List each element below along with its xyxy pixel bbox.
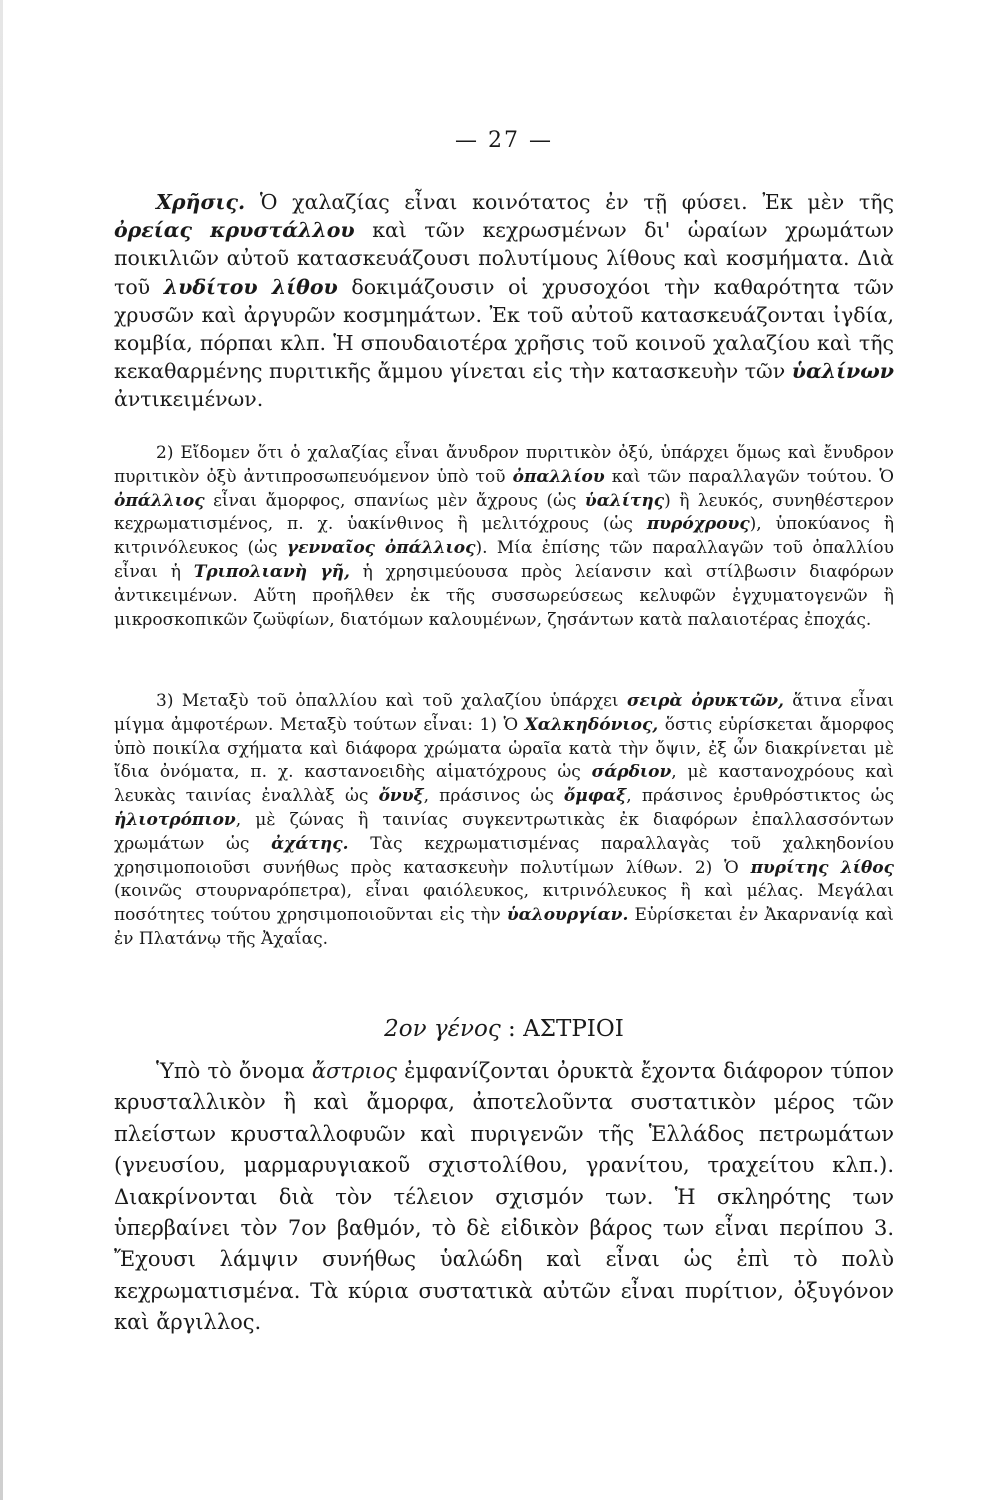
term: ὑαλίτης: [584, 490, 665, 511]
term: γενναῖος ὀπάλλιος: [286, 538, 476, 559]
term-asterios: ἄστριος: [311, 1059, 398, 1083]
term: ὀπάλλιος: [114, 490, 205, 511]
term: ὄμφαξ: [563, 786, 627, 807]
term: σάρδιον: [591, 762, 672, 783]
term: σειρὰ ὀρυκτῶν,: [627, 691, 784, 711]
term-rock-crystal: ὀρείας κρυστάλλου: [114, 218, 355, 243]
term-glass: ὑαλίνων: [791, 359, 894, 384]
term: ὀπαλλίου: [512, 466, 605, 487]
paragraph-opal: 2) Εἴδομεν ὅτι ὁ χαλαζίας εἶναι ἄνυδρον πυριτικὸν ὀξύ, ὑπάρχει ὅμως καὶ ἔνυδρον πυριτικὸν ὀξὺ ἀντιπροσωπευόμενον ὑπὸ τοῦ ὀπαλλίου καὶ τῶν παραλλαγῶν τούτου. Ὁ ὀπάλλιος εἶναι ἄμορφος, σπανίως μὲν ἄχρους (ὡς ὑαλίτης) ἢ λευκός, συνηθέστερον κεχρωματισμένος, π. χ. ὑακίνθινος ἢ μελιτόχρους (ὡς πυρόχρους), ὑποκύανος ἢ κιτρινόλευκος (ὡς γενναῖος ὀπάλλιος). Μία ἐπίσης τῶν παραλλαγῶν τοῦ ὀπαλλίου εἶναι ἡ Τριπολιανὴ γῆ, ἡ χρησιμεύουσα πρὸς λείανσιν καὶ στίλβωσιν διαφόρων ἀντικειμένων. Αὕτη προῆλθεν ἐκ τῆς συσσωρεύσεως κελυφῶν ἐγχυματογενῶν ἢ μικροσκοπικῶν ζωϋφίων, διατόμων καλουμένων, ζησάντων κατὰ παλαιοτέρας ἐποχάς.: [114, 443, 895, 630]
term-lydian-stone: λυδίτου λίθου: [163, 274, 338, 299]
heading-genus: 2ον γένος: [384, 1016, 501, 1042]
term: ὄνυξ: [378, 786, 424, 807]
term: ὑαλουργίαν.: [506, 905, 629, 926]
paragraph-asterioi: Ὑπὸ τὸ ὄνομα ἄστριος ἐμφανίζονται ὀρυκτὰ ἔχοντα διάφορον τύπον κρυσταλλικὸν ἢ καὶ ἄμορφα, ἀποτελοῦντα συστατικὸν μέρος τῶν πλείστων κρυσταλλοφυῶν καὶ πυριγενῶν τῆς Ἑλλάδος πετρωμάτων (γνευσίου, μαρμαρυγιακοῦ σχιστολίθου, γρανίτου, τραχείτου κλπ.). Διακρίνονται διὰ τὸν τέλειον σχισμόν των. Ἡ σκληρότης των ὑπερβαίνει τὸν 7ον βαθμόν, τὸ δὲ εἰδικὸν βάρος των εἶναι περίπου 3. Ἔχουσι λάμψιν συνήθως ὑαλώδη καὶ εἶναι ὡς ἐπὶ τὸ πολὺ κεχρωματισμένα. Τὰ κύρια συστατικὰ αὐτῶν εἶναι πυρίτιον, ὀξυγόνον καὶ ἄργιλλος.: [114, 1059, 894, 1335]
paragraph-usage: Χρῆσις. Ὁ χαλαζίας εἶναι κοινότατος ἐν τῇ φύσει. Ἐκ μὲν τῆς ὀρείας κρυστάλλου καὶ τῶν κεχρωσμένων δι' ὡραίων χρωμάτων ποικιλιῶν αὐτοῦ κατασκευάζουσι πολυτίμους λίθους καὶ κοσμήματα. Διὰ τοῦ λυδίτου λίθου δοκιμάζουσιν οἱ χρυσοχόοι τὴν καθαρότητα τῶν χρυσῶν καὶ ἀργυρῶν κοσμημάτων. Ἐκ τοῦ αὐτοῦ κατασκευάζονται ἰγδία, κομβία, πόρπαι κλπ. Ἡ σπουδαιοτέρα χρῆσις τοῦ κοινοῦ χαλαζίου καὶ τῆς κεκαθαρμένης πυριτικῆς ἄμμου γίνεται εἰς τὴν κατασκευὴν τῶν ὑαλίνων ἀντικειμένων.: [114, 190, 894, 412]
term: Τριπολιανὴ γῆ,: [193, 561, 350, 582]
heading-name: ΑΣΤΡΙΟΙ: [523, 1016, 624, 1042]
term: Χαλκηδόνιος,: [524, 714, 659, 735]
page-number: — 27 —: [455, 128, 553, 153]
term: πυρίτης λίθος: [750, 857, 894, 878]
term: ἡλιοτρόπιον: [114, 809, 236, 830]
term: πυρόχρους: [646, 514, 750, 535]
section-head-usage: Χρῆσις.: [156, 190, 246, 214]
page-edge: [0, 0, 3, 1500]
paragraph-chalcedony: 3) Μεταξὺ τοῦ ὀπαλλίου καὶ τοῦ χαλαζίου ὑπάρχει σειρὰ ὀρυκτῶν, ἅτινα εἶναι μίγμα ἀμφοτέρων. Μεταξὺ τούτων εἶναι: 1) Ὁ Χαλκηδόνιος, ὅστις εὑρίσκεται ἄμορφος ὑπὸ ποικίλα σχήματα καὶ διάφορα χρώματα ὡραῖα κατὰ τὴν ὄψιν, ἐξ ὧν διακρίνεται μὲ ἴδια ὀνόματα, π. χ. καστανοειδὴς αἱματόχρους ὡς σάρδιον, μὲ καστανοχρόους καὶ λευκὰς ταινίας ἐναλλὰξ ὡς ὄνυξ, πράσινος ὡς ὄμφαξ, πράσινος ἐρυθρόστικτος ὡς ἡλιοτρόπιον, μὲ ζώνας ἢ ταινίας συγκεντρωτικὰς ἐκ διαφόρων ἐπαλλασσόντων χρωμάτων ὡς ἀχάτης. Τὰς κεχρωματισμένας παραλλαγὰς τοῦ χαλκηδονίου χρησιμοποιοῦσι συνήθως πρὸς κατασκευὴν πολυτίμων λίθων. 2) Ὁ πυρίτης λίθος (κοινῶς στουρναρόπετρα), εἶναι φαιόλευκος, κιτρινόλευκος ἢ καὶ μέλας. Μεγάλαι ποσότητες τούτου χρησιμοποιοῦνται εἰς τὴν ὑαλουργίαν. Εὑρίσκεται ἐν Ἀκαρνανίᾳ καὶ ἐν Πλατάνῳ τῆς Ἀχαΐας.: [114, 691, 895, 949]
term: ἀχάτης.: [271, 833, 349, 854]
section-heading: 2ον γένος : ΑΣΤΡΙΟΙ: [384, 1016, 624, 1042]
